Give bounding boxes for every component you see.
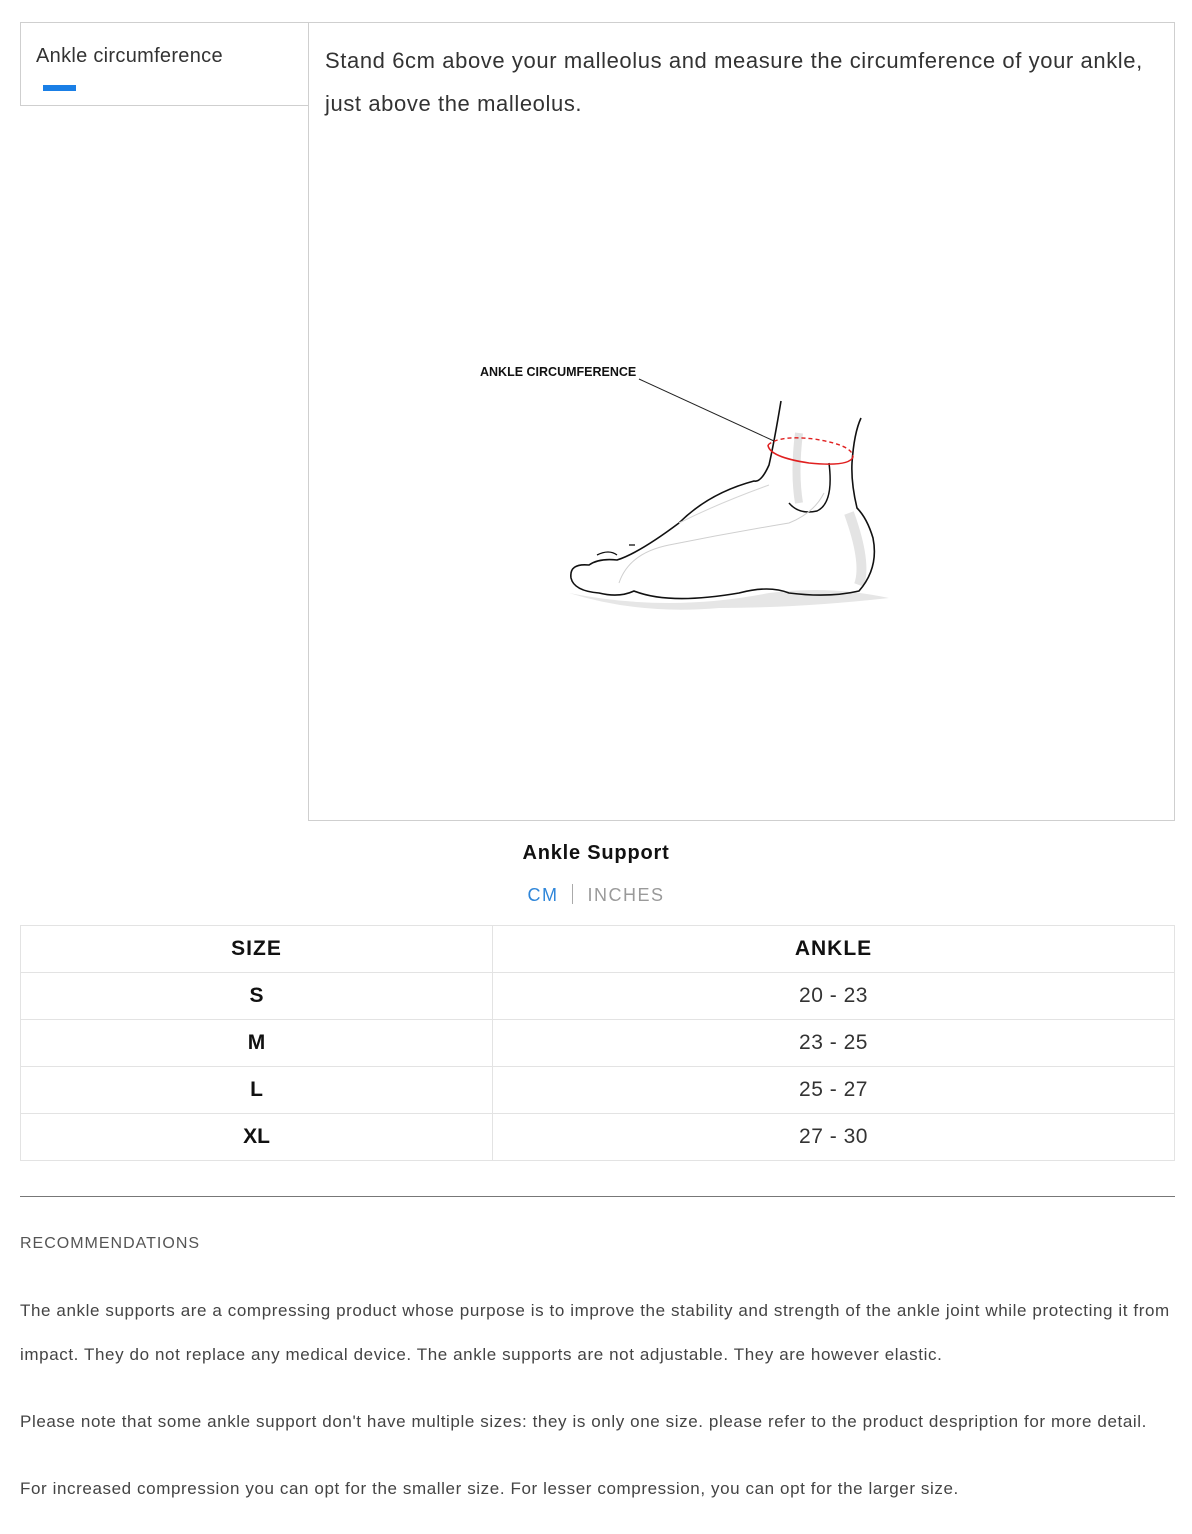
ankle-cell: 27 - 30 bbox=[493, 1114, 1175, 1161]
unit-toggle bbox=[0, 884, 1192, 906]
measurement-panel bbox=[308, 22, 1175, 821]
measurement-instruction: Stand 6cm above your malleolus and measure the circumference of your ankle, just above the malleolus. bbox=[325, 48, 1143, 116]
table-row bbox=[21, 973, 1175, 1020]
tab-label: Ankle circumference bbox=[36, 45, 223, 67]
size-cell: M bbox=[21, 1020, 493, 1067]
recommendation-paragraph: For increased compression you can opt for the smaller size. For lesser compression, you can opt for the larger size. bbox=[20, 1479, 959, 1498]
header-size: SIZE bbox=[21, 926, 493, 973]
unit-cm-button[interactable]: CM bbox=[527, 885, 559, 905]
size-cell: S bbox=[21, 973, 493, 1020]
ankle-cell: 25 - 27 bbox=[493, 1067, 1175, 1114]
foot-drawing-icon bbox=[469, 353, 909, 623]
size-table bbox=[20, 925, 1175, 1161]
recommendation-paragraph: Please note that some ankle support don't have multiple sizes: they is only one size. please refer to the product despription for more detail. bbox=[20, 1412, 1147, 1431]
recommendation-paragraph: The ankle supports are a compressing product whose purpose is to improve the stability and strength of the ankle joint while protecting it from impact. They do not replace any medical device. The ankle supports are not adjustable. They are however elastic. bbox=[20, 1301, 1170, 1364]
ankle-cell: 20 - 23 bbox=[493, 973, 1175, 1020]
table-row bbox=[21, 1114, 1175, 1161]
table-row bbox=[21, 1020, 1175, 1067]
table-header-row bbox=[21, 926, 1175, 973]
ankle-cell: 23 - 25 bbox=[493, 1020, 1175, 1067]
tab-ankle-circumference[interactable] bbox=[20, 22, 308, 106]
active-tab-indicator bbox=[43, 85, 76, 91]
size-cell: L bbox=[21, 1067, 493, 1114]
illustration-label: ANKLE CIRCUMFERENCE bbox=[480, 365, 637, 379]
unit-inches-button[interactable]: INCHES bbox=[587, 885, 665, 905]
table-row bbox=[21, 1067, 1175, 1114]
header-ankle: ANKLE bbox=[493, 926, 1175, 973]
foot-illustration bbox=[469, 353, 909, 623]
section-divider bbox=[20, 1196, 1175, 1197]
size-cell: XL bbox=[21, 1114, 493, 1161]
unit-separator bbox=[572, 884, 573, 904]
recommendations-heading: RECOMMENDATIONS bbox=[20, 1235, 201, 1252]
product-title: Ankle Support bbox=[522, 842, 670, 864]
